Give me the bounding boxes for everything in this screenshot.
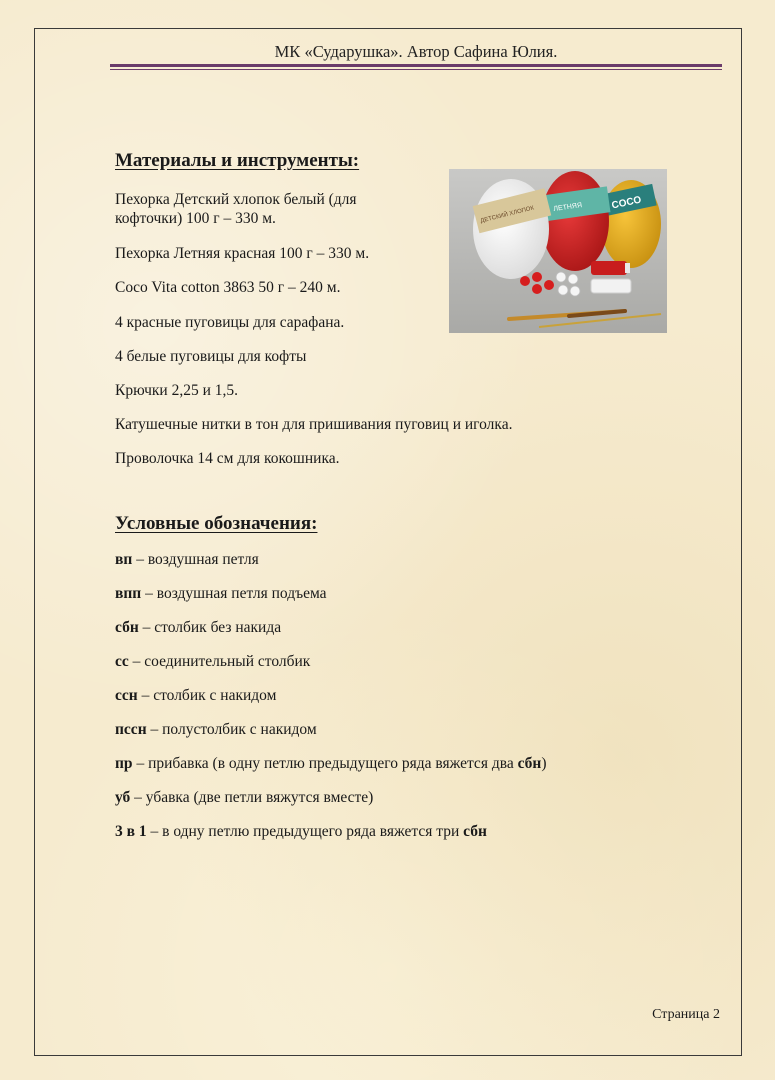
legend-desc: – воздушная петля подъема	[141, 585, 327, 602]
legend-desc: – воздушная петля	[132, 551, 259, 568]
legend-desc: – в одну петлю предыдущего ряда вяжется три	[146, 823, 464, 840]
material-item: Пехорка Летняя красная 100 г – 330 м.	[115, 245, 370, 262]
legend-abbr: сбн	[115, 619, 139, 636]
legend-item	[115, 823, 487, 841]
red-yarn-label: ЛЕТНЯЯ	[553, 202, 583, 214]
material-item: Coco Vita cotton 3863 50 г – 240 м.	[115, 279, 341, 296]
legend-item	[115, 789, 373, 807]
materials-photo	[449, 169, 667, 333]
yarn-photo-illustration	[449, 169, 667, 333]
materials-heading: Материалы и инструменты:	[115, 150, 360, 171]
legend-item	[115, 653, 310, 671]
legend-abbr: уб	[115, 789, 131, 806]
material-item: Проволочка 14 см для кокошника.	[115, 450, 340, 467]
legend-abbr: 3 в 1	[115, 823, 147, 840]
material-item: 4 красные пуговицы для сарафана.	[115, 314, 345, 331]
legend-desc: – столбик без накида	[138, 619, 282, 636]
legend-desc: – прибавка (в одну петлю предыдущего ряда вяжется два	[132, 755, 518, 772]
legend-abbr: впп	[115, 585, 142, 602]
header-rule	[110, 64, 722, 70]
legend-tail: )	[541, 755, 547, 772]
yellow-yarn-label: COCO	[610, 194, 643, 212]
material-item: Катушечные нитки в тон для пришивания пуговиц и иголка.	[115, 416, 513, 433]
white-yarn-label: ДЕТСКИЙ ХЛОПОК	[479, 205, 535, 225]
legend-abbr: пссн	[115, 721, 147, 738]
legend-item	[115, 721, 317, 739]
legend-item	[115, 619, 281, 637]
material-item: Крючки 2,25 и 1,5.	[115, 382, 238, 399]
legend-desc: – столбик с накидом	[137, 687, 277, 704]
page-header-title: МК «Сударушка». Автор Сафина Юлия.	[274, 42, 558, 61]
legend-desc: – убавка (две петли вяжутся вместе)	[130, 789, 374, 806]
legend-abbr: ссн	[115, 687, 138, 704]
page-number: Страница 2	[652, 1007, 720, 1022]
material-item: Пехорка Детский хлопок белый (для кофточки) 100 г – 330 м.	[115, 191, 357, 227]
legend-item	[115, 687, 276, 705]
legend-item	[115, 551, 259, 569]
legend-abbr: вп	[115, 551, 133, 568]
legend-tail-abbr: сбн	[517, 755, 542, 772]
legend-desc: – соединительный столбик	[128, 653, 311, 670]
material-item: 4 белые пуговицы для кофты	[115, 348, 307, 365]
legend-heading: Условные обозначения:	[115, 513, 318, 534]
legend-abbr: сс	[115, 653, 129, 670]
legend-item	[115, 755, 547, 773]
legend-tail-abbr: сбн	[463, 823, 487, 840]
legend-item	[115, 585, 327, 603]
legend-abbr: пр	[115, 755, 133, 772]
legend-desc: – полустолбик с накидом	[146, 721, 317, 738]
